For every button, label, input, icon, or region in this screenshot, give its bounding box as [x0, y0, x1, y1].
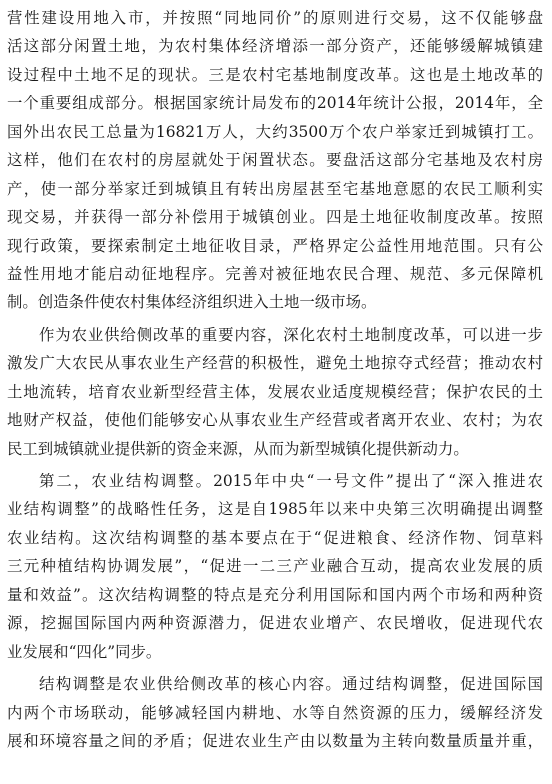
text-line: 农业结构。这次结构调整的基本要点在于“促进粮食、经济作物、饲草料	[7, 528, 543, 547]
text-line: 营性建设用地入市，并按照“同地同价”的原则进行交易，这不仅能够盘	[7, 9, 543, 27]
text-line: 作为农业供给侧改革的重要内容，深化农村土地制度改革，可以进一步	[39, 325, 543, 344]
text-line: 现交易，并获得一部分补偿用于城镇创业。四是土地征收制度改革。按照	[7, 208, 543, 227]
paragraph	[7, 670, 543, 755]
text-line: 地财产权益，使他们能够安心从事农业生产经营或者离开农业、农村；为农	[7, 411, 543, 430]
text-line: 国外出农民工总量为16821万人，大约3500万个农户举家迁到城镇打工。	[7, 122, 543, 141]
text-line: 设过程中土地不足的现状。三是农村宅基地制度改革。这也是土地改革的	[7, 65, 543, 84]
text-line: 益性用地才能启动征地程序。完善对被征地农民合理、规范、多元保障机	[7, 264, 543, 283]
paragraph	[7, 4, 543, 317]
text-line: 第二，农业结构调整。2015年中央“一号文件”提出了“深入推进农	[39, 472, 543, 490]
text-line: 激发广大农民从事农业生产经营的积极性，避免土地掠夺式经营；推动农村	[7, 354, 543, 373]
text-line: 展和环境容量之间的矛盾；促进农业生产由以数量为主转向数量质量并重，	[7, 731, 543, 750]
text-line: 结构调整是农业供给侧改革的核心内容。通过结构调整，促进国际国	[39, 675, 543, 694]
text-line: 土地流转，培育农业新型经营主体，发展农业适度规模经营；保护农民的土	[7, 382, 543, 401]
text-line: 量和效益”。这次结构调整的特点是充分利用国际和国内两个市场和两种资	[7, 585, 543, 604]
text-line: 活这部分闲置土地，为农村集体经济增添一部分资产，还能够缓解城镇建	[7, 37, 543, 56]
paragraph	[7, 467, 543, 666]
text-line: 现行政策，要探索制定土地征收目录，严格界定公益性用地范围。只有公	[7, 236, 543, 255]
text-line: 一个重要组成部分。根据国家统计局发布的2014年统计公报，2014年，全	[7, 94, 543, 113]
text-line: 三元种植结构协调发展”，“促进一二三产业融合互动，提高农业发展的质	[7, 557, 543, 576]
text-line: 源，挖掘国际国内两种资源潜力，促进农业增产、农民增收，促进现代农	[7, 614, 543, 633]
text-line: 业发展和“四化”同步。	[7, 642, 162, 661]
text-line: 民工到城镇就业提供新的资金来源，从而为新型城镇化提供新动力。	[7, 439, 469, 458]
text-line: 业结构调整”的战略性任务，这是自1985年以来中央第三次明确提出调整	[7, 500, 543, 519]
paragraph	[7, 321, 543, 463]
text-line: 这样，他们在农村的房屋就处于闲置状态。要盘活这部分宅基地及农村房	[7, 151, 543, 170]
text-line: 产，使一部分举家迁到城镇且有转出房屋甚至宅基地意愿的农民工顺利实	[7, 179, 543, 198]
text-line: 内两个市场联动，能够减轻国内耕地、水等自然资源的压力，缓解经济发	[7, 703, 543, 722]
text-line: 制。创造条件使农村集体经济组织进入土地一级市场。	[7, 293, 377, 312]
